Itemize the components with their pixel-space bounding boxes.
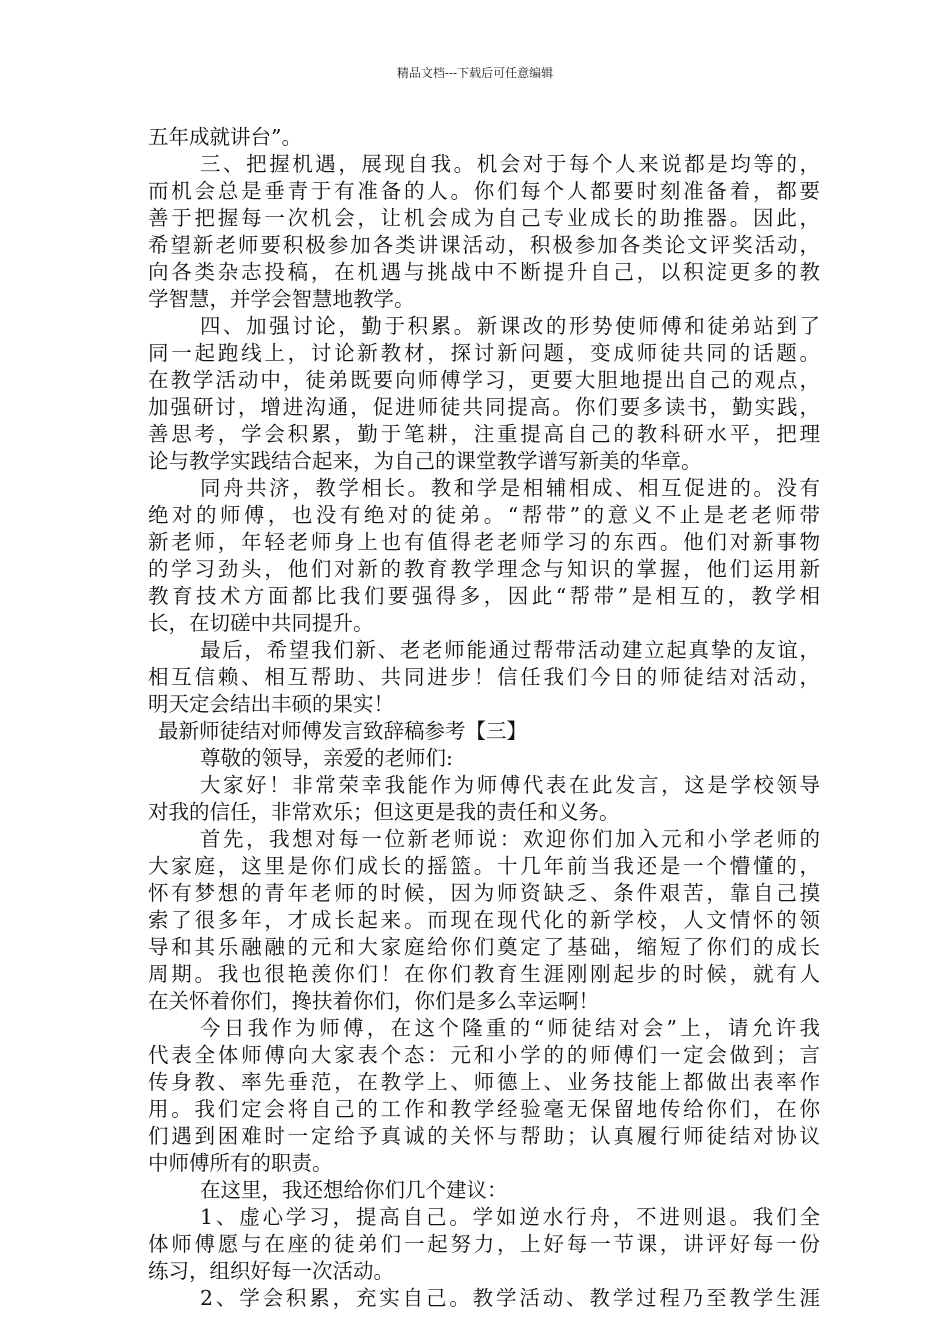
text-line: 向各类杂志投稿，在机遇与挑战中不断提升自己，以积淀更多的教 <box>148 260 820 284</box>
text-line: 新老师，年轻老师身上也有值得老老师学习的东西。他们对新事物 <box>148 530 820 554</box>
text-line: 教育技术方面都比我们要强得多，因此“帮带”是相互的，教学相 <box>148 584 820 608</box>
text-line: 们遇到困难时一定给予真诚的关怀与帮助；认真履行师徒结对协议 <box>148 1124 820 1148</box>
text-line: 大家庭，这里是你们成长的摇篮。十几年前当我还是一个懵懂的， <box>148 854 820 878</box>
text-line: 学智慧，并学会智慧地教学。 <box>148 287 415 311</box>
text-line: 加强研讨，增进沟通，促进师徒共同提高。你们要多读书，勤实践， <box>148 395 820 419</box>
text-line: 善思考，学会积累，勤于笔耕，注重提高自己的教科研水平，把理 <box>148 422 820 446</box>
text-line: 怀有梦想的青年老师的时候，因为师资缺乏、条件艰苦，靠自己摸 <box>148 881 820 905</box>
text-line: 而机会总是垂青于有准备的人。你们每个人都要时刻准备着，都要 <box>148 179 820 203</box>
text-line: 三、把握机遇，展现自我。机会对于每个人来说都是均等的， <box>200 152 820 176</box>
text-line: 2、学会积累，充实自己。教学活动、教学过程乃至教学生涯 <box>200 1286 820 1310</box>
text-line: 善于把握每一次机会，让机会成为自己专业成长的助推器。因此， <box>148 206 820 230</box>
text-line: 最后，希望我们新、老老师能通过帮带活动建立起真挚的友谊， <box>200 638 820 662</box>
document-body <box>148 124 820 1312</box>
text-line: 在关怀着你们，搀扶着你们，你们是多么幸运啊！ <box>148 989 599 1013</box>
text-line: 首先，我想对每一位新老师说：欢迎你们加入元和小学老师的 <box>200 827 820 851</box>
text-line: 1、虚心学习，提高自己。学如逆水行舟，不进则退。我们全 <box>200 1205 820 1229</box>
text-line: 代表全体师傅向大家表个态：元和小学的的师傅们一定会做到；言 <box>148 1043 820 1067</box>
text-line: 对我的信任，非常欢乐；但这更是我的责任和义务。 <box>148 800 620 824</box>
section-heading: 最新师徒结对师傅发言致辞稿参考【三】 <box>158 719 527 743</box>
page-header: 精品文档---下载后可任意编辑 <box>396 66 554 80</box>
text-line: 四、加强讨论，勤于积累。新课改的形势使师傅和徒弟站到了 <box>200 314 820 338</box>
text-line: 今日我作为师傅，在这个隆重的“师徒结对会”上，请允许我 <box>200 1016 820 1040</box>
text-line: 传身教、率先垂范，在教学上、师德上、业务技能上都做出表率作 <box>148 1070 820 1094</box>
text-line: 长，在切磋中共同提升。 <box>148 611 374 635</box>
text-line: 同一起跑线上，讨论新教材，探讨新问题，变成师徒共同的话题。 <box>148 341 820 365</box>
text-line: 明天定会结出丰硕的果实！ <box>148 692 394 716</box>
text-line: 用。我们定会将自己的工作和教学经验毫无保留地传给你们，在你 <box>148 1097 820 1121</box>
text-line: 大家好！非常荣幸我能作为师傅代表在此发言，这是学校领导 <box>200 773 820 797</box>
text-line: 中师傅所有的职责。 <box>148 1151 333 1175</box>
text-line: 五年成就讲台”。 <box>148 125 302 149</box>
text-line: 希望新老师要积极参加各类讲课活动，积极参加各类论文评奖活动， <box>148 233 820 257</box>
text-line: 同舟共济，教学相长。教和学是相辅相成、相互促进的。没有 <box>200 476 820 500</box>
text-line: 在教学活动中，徒弟既要向师傅学习，更要大胆地提出自己的观点， <box>148 368 820 392</box>
text-line: 练习，组织好每一次活动。 <box>148 1259 394 1283</box>
text-line: 在这里，我还想给你们几个建议： <box>200 1178 508 1202</box>
text-line: 导和其乐融融的元和大家庭给你们奠定了基础，缩短了你们的成长 <box>148 935 820 959</box>
text-line: 相互信赖、相互帮助、共同进步！信任我们今日的师徒结对活动， <box>148 665 820 689</box>
text-line: 周期。我也很艳羡你们！在你们教育生涯刚刚起步的时候，就有人 <box>148 962 820 986</box>
text-line: 的学习劲头，他们对新的教育教学理念与知识的掌握，他们运用新 <box>148 557 820 581</box>
text-line: 尊敬的领导，亲爱的老师们: <box>200 746 453 770</box>
text-line: 体师傅愿与在座的徒弟们一起努力，上好每一节课，讲评好每一份 <box>148 1232 820 1256</box>
text-line: 索了很多年，才成长起来。而现在现代化的新学校，人文情怀的领 <box>148 908 820 932</box>
text-line: 绝对的师傅，也没有绝对的徒弟。“帮带”的意义不止是老老师带 <box>148 503 820 527</box>
text-line: 论与教学实践结合起来，为自己的课堂教学谱写新美的华章。 <box>148 449 702 473</box>
